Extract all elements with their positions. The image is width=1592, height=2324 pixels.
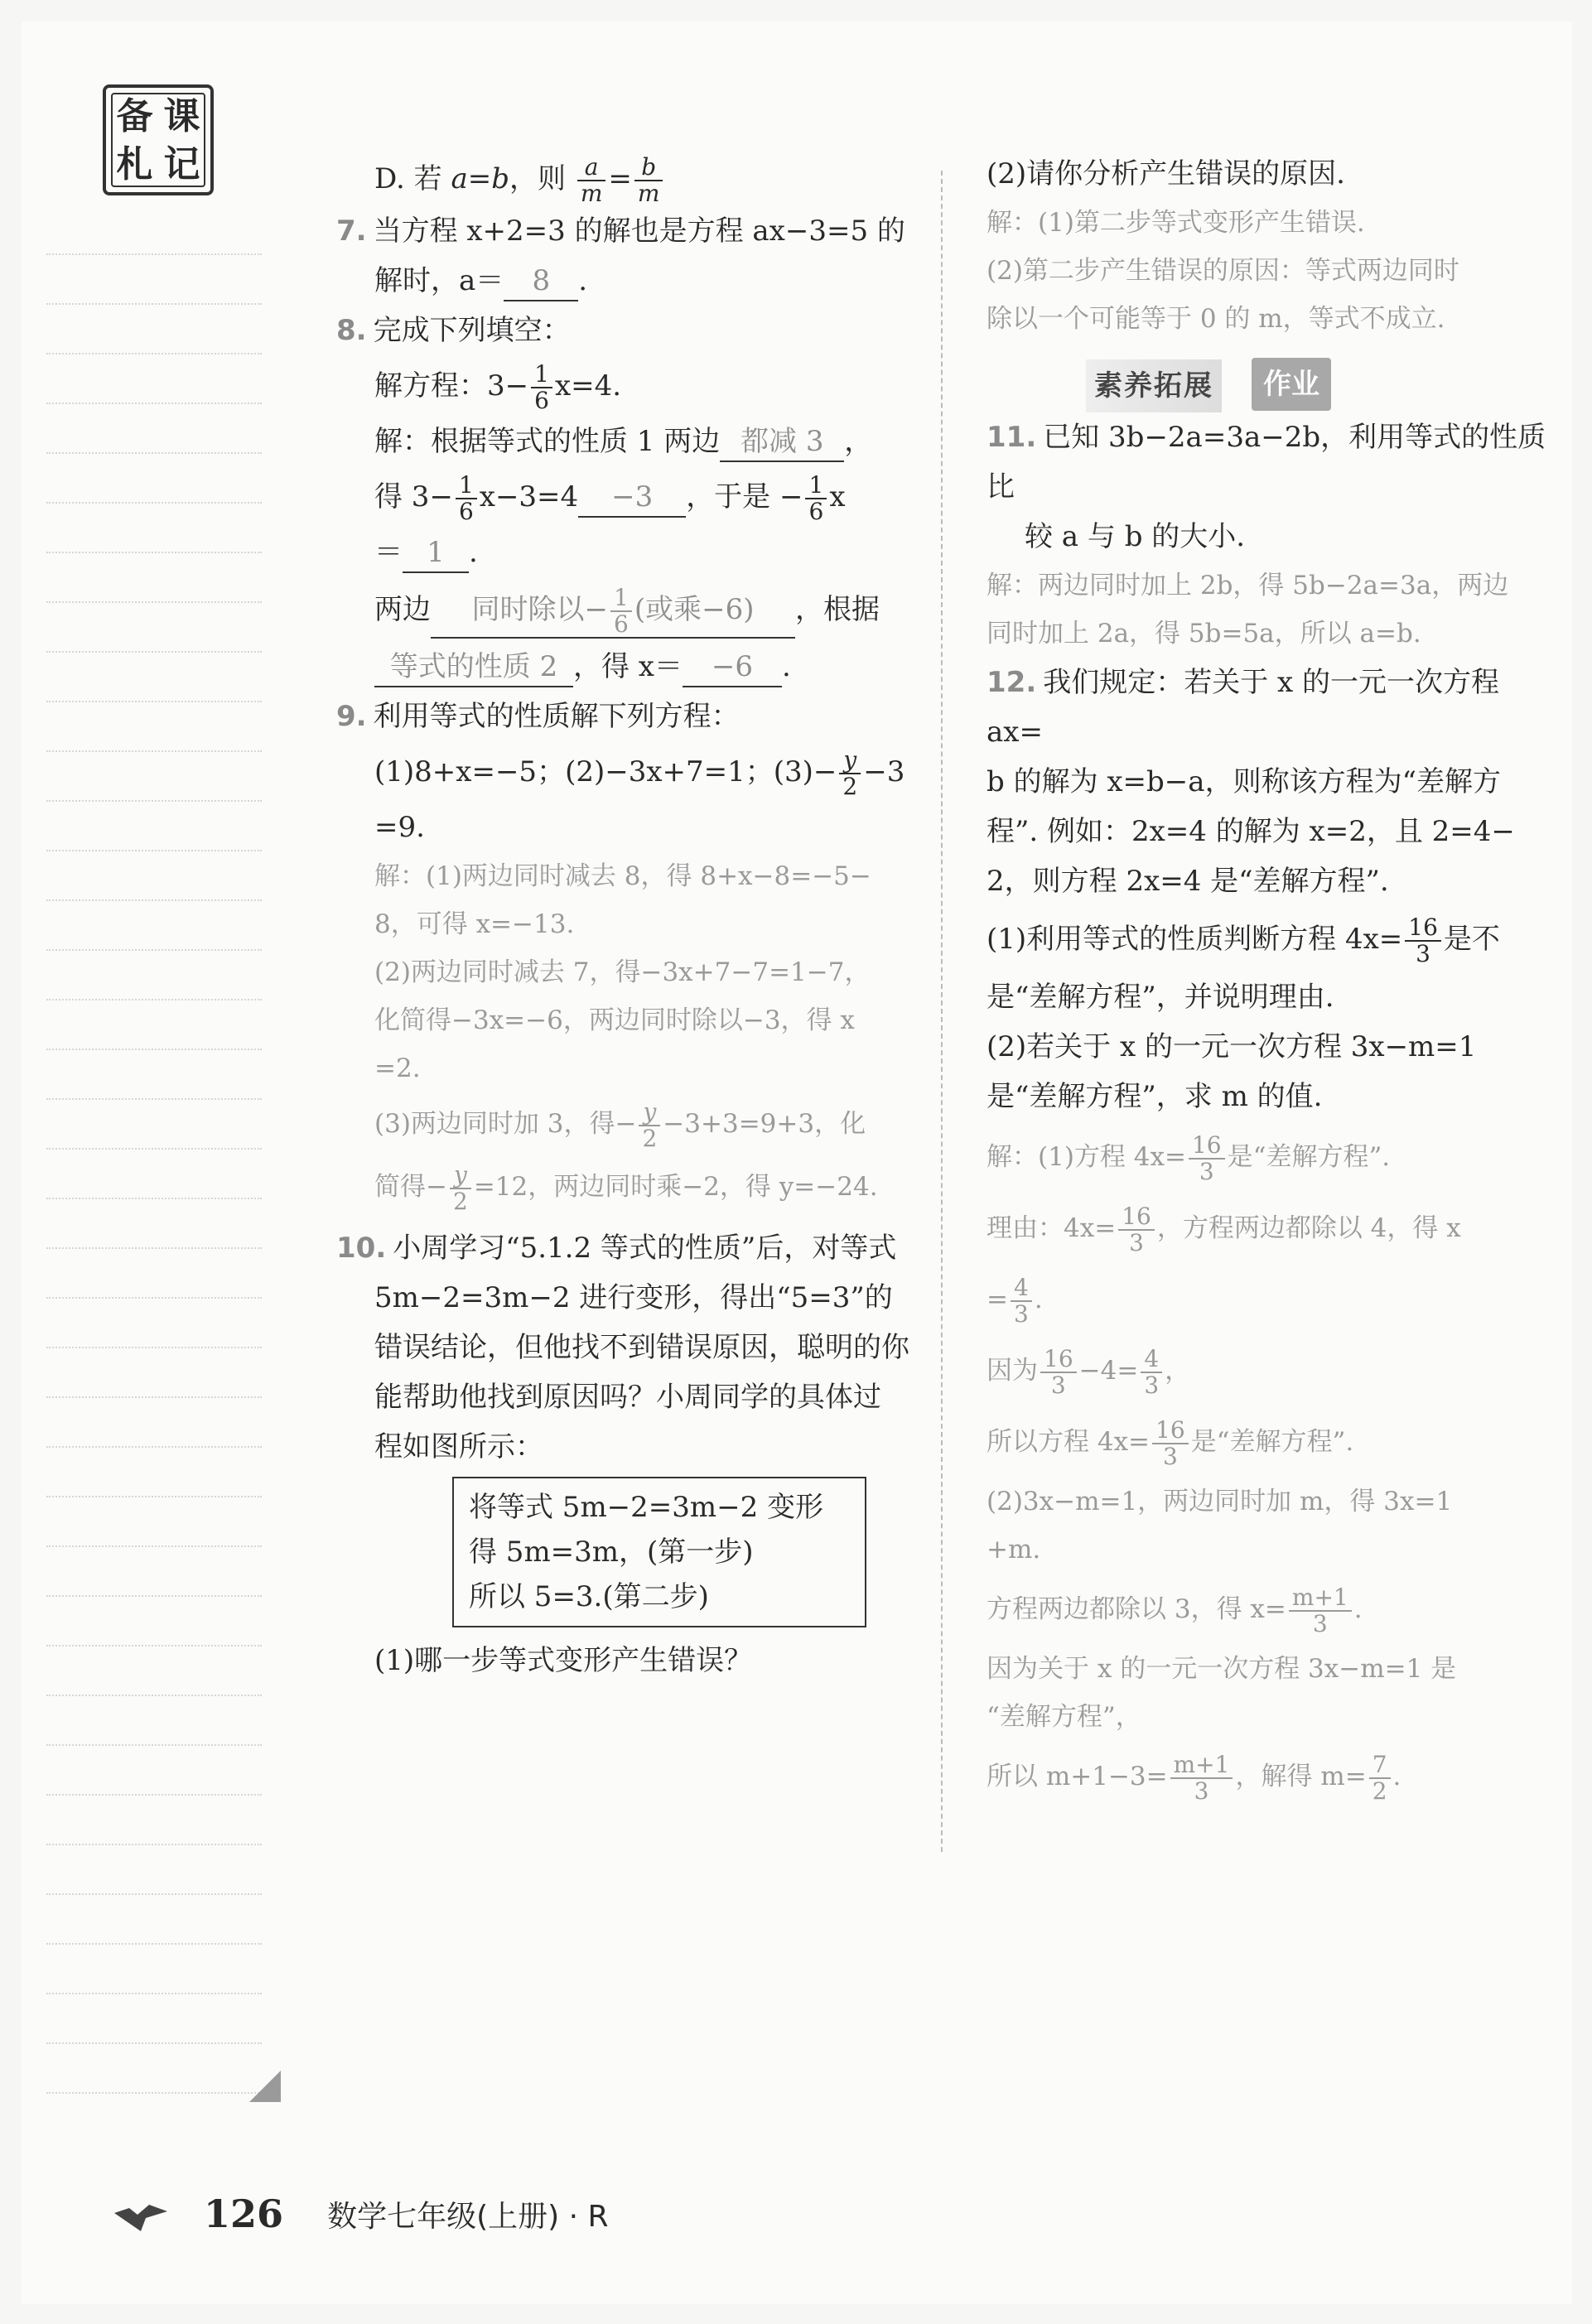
margin-rule-line	[46, 1844, 262, 1845]
margin-rule-line	[46, 999, 262, 1000]
question-10: 10. 小周学习“5.1.2 等式的性质”后，对等式	[336, 1232, 897, 1265]
margin-rule-line	[46, 552, 262, 553]
margin-rule-line	[46, 899, 262, 901]
margin-rule-line	[46, 651, 262, 653]
margin-rule-line	[46, 1545, 262, 1547]
answer-blank: 1	[403, 533, 469, 573]
margin-rule-line	[46, 1943, 262, 1945]
page-number: 126	[204, 2191, 284, 2236]
margin-rule-line	[46, 1794, 262, 1796]
margin-rule-line	[46, 1049, 262, 1050]
page-footer	[113, 2191, 609, 2236]
margin-rule-line	[46, 303, 262, 305]
notes-margin	[22, 22, 270, 2304]
margin-rule-line	[46, 1148, 262, 1150]
margin-rule-line	[46, 2092, 262, 2094]
logo-char: 备	[116, 95, 153, 137]
logo-char: 课	[163, 95, 200, 137]
solution-10: 解：(1)第二步等式变形产生错误. (2)第二步产生错误的原因：等式两边同时 除以一个可能等于 0 的 m，等式不成立.	[987, 208, 1459, 334]
solution-12: 解：(1)方程 4x= $\frac{16}{3}$ 是“差解方程”. 理由：4x= $\frac{16}{3}$ ，方程两边都除以 4，得 x = $\frac{4}{3}$ . 因为 $\frac{16}{3}$ −4= $\frac{4}{3}$ ， 所以方程 4x= $\frac{16}{3}$ 是“差解方程”. (2)3x−m=1，两边同时加 m，得 3x=1 +m. 方程两边都除以 3，得 x= $\frac{m+1}{3}$ . 因为关于 x 的一元一次方程 3x−m=1 是 “差解方程”， 所以 m+1−3= $\frac{m+1}{3}$ ，解得 m= $\frac{7}{2}$ .	[987, 1131, 1461, 1805]
margin-rule-line	[46, 701, 262, 702]
corner-mark	[249, 2071, 281, 2102]
question-11: 11. 已知 3b−2a=3a−2b，利用等式的性质比	[987, 421, 1546, 504]
margin-rule-line	[46, 1695, 262, 1696]
margin-rule-line	[46, 750, 262, 752]
answer-blank: 都减 3	[720, 422, 844, 462]
logo-char: 记	[163, 143, 200, 186]
margin-rule-line	[46, 502, 262, 504]
textbook-page	[22, 22, 1572, 2304]
margin-rule-line	[46, 1595, 262, 1597]
margin-rule-line	[46, 452, 262, 454]
margin-rule-line	[46, 1893, 262, 1895]
question-9: 9. 利用等式的性质解下列方程：	[336, 700, 740, 733]
answer-blank: 等式的性质 2	[374, 648, 573, 687]
margin-rule-line	[46, 601, 262, 603]
margin-rule-line	[46, 1496, 262, 1497]
fraction: $\frac{a}{m}$	[577, 155, 606, 206]
process-box: 将等式 5m−2=3m−2 变形 得 5m=3m，(第一步) 所以 5=3.(第二步)	[452, 1477, 866, 1627]
question-10-part-1: (1)哪一步等式变形产生错误？	[374, 1644, 753, 1677]
margin-rule-line	[46, 1993, 262, 1994]
margin-rule-line	[46, 800, 262, 802]
margin-rule-line	[46, 1347, 262, 1348]
footer-arrow-icon	[113, 2200, 171, 2233]
answer-blank: −3	[578, 478, 686, 518]
margin-rule-line	[46, 1098, 262, 1100]
margin-rule-line	[46, 353, 262, 354]
margin-rule-line	[46, 403, 262, 404]
option-d: D. 若 a=b，则 $\frac{a}{m}$ = $\frac{b}{m}$	[336, 154, 916, 206]
margin-rule-line	[46, 1446, 262, 1448]
book-title: 数学七年级(上册) · R	[327, 2199, 609, 2234]
margin-rule-line	[46, 850, 262, 851]
solution-11: 解：两边同时加上 2b，得 5b−2a=3a，两边 同时加上 2a，得 5b=5a，所以 a=b.	[987, 571, 1509, 649]
solution-9: 解：(1)两边同时减去 8，得 8+x−8=−5− 8，可得 x=−13. (2)两边同时减去 7，得−3x+7−7=1−7， 化简得−3x=−6，两边同时除以−3，得 x =2. (3)两边同时加 3，得− $\frac{y}{2}$ −3+3=9+3，化 简得− $\frac{y}{2}$ =12，两边同时乘−2，得 y=−24.	[374, 861, 878, 1215]
margin-rule-line	[46, 949, 262, 951]
fraction: $\frac{b}{m}$	[634, 155, 663, 206]
section-banner: 素养拓展 作业	[1086, 354, 1351, 401]
answer-blank: 同时除以− $\frac{1}{6}$ (或乘−6)	[431, 586, 795, 639]
beike-zhaji-logo	[103, 84, 214, 195]
answer-blank: 8	[504, 262, 578, 301]
right-column: (2)请你分析产生错误的原因. 解：(1)第二步等式变形产生错误. (2)第二步产生错误的原因：等式两边同时 除以一个可能等于 0 的 m，等式不成立. 素养拓展 作业 11. 已知 3b−2a=3a−2b，利用等式的性质比 较 a 与 b 的大小. 解：两边同时加上 2b，得 5b−2a=3a，两边 同时加上 2a，得 5b=5a，所以 a=b. 12. 我们规定：若关于 x 的一元一次方程 ax= b 的解为 x=b−a，则称该方程为“差解方 程”. 例如：2x=4 的解为 x=2，且 2=4− 2，则方程 2x=4 是“差解方程”. (1)利用等式的性质判断方程 4x= $\frac{16}{3}$ 是不 是“差解方程”，并说明理由. (2)若关于 x 的一元一次方程 3x−m=1 是“差解方程”，求 m 的值. 解：(1)方程 4x= $\frac{16}{3}$ 是“差解方程”. 理由：4x= $\frac{16}{3}$ ，方程两边都除以 4，得 x = $\frac{4}{3}$ . 因为 $\frac{16}{3}$ −4= $\frac{4}{3}$ ， 所以方程 4x= $\frac{16}{3}$ 是“差解方程”. (2)3x−m=1，两边同时加 m，得 3x=1 +m. 方程两边都除以 3，得 x= $\frac{m+1}{3}$ . 因为关于 x 的一元一次方程 3x−m=1 是 “差解方程”， 所以 m+1−3= $\frac{m+1}{3}$ ，解得 m= $\frac{7}{2}$ .	[987, 154, 1558, 1812]
margin-rule-line	[46, 2042, 262, 2044]
margin-rule-line	[46, 1396, 262, 1398]
question-7: 7. 当方程 x+2=3 的解也是方程 ax−3=5 的	[336, 215, 905, 248]
margin-rule-line	[46, 1645, 262, 1647]
margin-rule-line	[46, 1247, 262, 1249]
margin-rule-line	[46, 1297, 262, 1299]
left-column: D. 若 a=b，则 $\frac{a}{m}$ = $\frac{b}{m}$ 7. 当方程 x+2=3 的解也是方程 ax−3=5 的 解时，a＝ 8 . 8. 完成下列填空： 解方程：3− $\frac{1}{6}$ x=4. 解：根据等式的性质 1 两边 都减 3 ， 得 3− $\frac{1}{6}$ x−3=4 −3 ，于是 − $\frac{1}{6}$ x ＝ 1 . 两边 同时除以− $\frac{1}{6}$ (或乘−6) ，根据 等式的性质 2 ，得 x＝ −6 . 9. 利用等式的性质解下列方程： (1)8+x=−5；(2)−3x+7=1；(3)− $\frac{y}{2}$ −3 =9. 解：(1)两边同时减去 8，得 8+x−8=−5− 8，可得 x=−13. (2)两边同时减去 7，得−3x+7−7=1−7， 化简得−3x=−6，两边同时除以−3，得 x =2. (3)两边同时加 3，得− $\frac{y}{2}$ −3+3=9+3，化 简得− $\frac{y}{2}$ =12，两边同时乘−2，得 y=−24. 10. 小周学习“5.1.2 等式的性质”后，对等式 5m−2=3m−2 进行变形，得出“5=3”的 错误结论，但他找不到错误原因，聪明的你 能帮助他找到原因吗？小周同学的具体过 程如图所示： 将等式 5m−2=3m−2 变形 得 5m=3m，(第一步) 所以 5=3.(第二步) (1)哪一步等式变形产生错误？	[336, 154, 916, 1685]
column-divider	[941, 171, 943, 1852]
margin-rule-line	[46, 1198, 262, 1199]
answer-blank: −6	[683, 648, 782, 687]
question-10-part-2: (2)请你分析产生错误的原因.	[987, 157, 1345, 190]
question-8: 8. 完成下列填空：	[336, 314, 571, 347]
margin-rule-line	[46, 253, 262, 255]
margin-rule-line	[46, 1744, 262, 1746]
logo-char: 札	[116, 143, 153, 186]
question-12: 12. 我们规定：若关于 x 的一元一次方程 ax=	[987, 666, 1500, 749]
